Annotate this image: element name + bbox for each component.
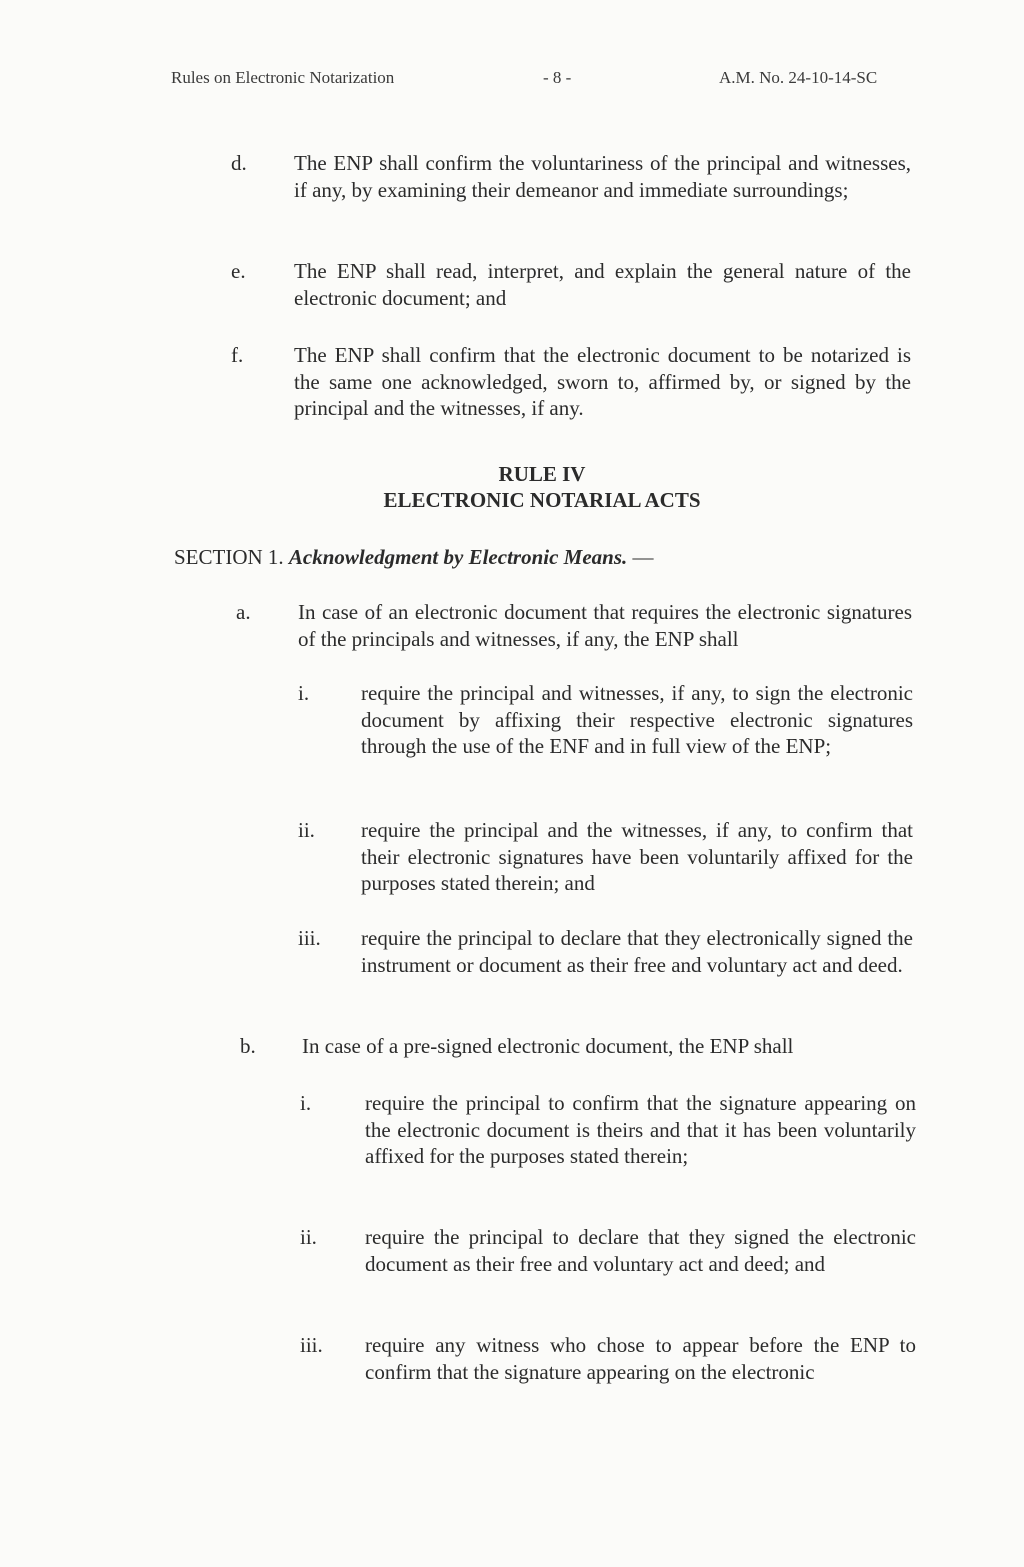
item-marker: e. <box>231 259 246 283</box>
subitem-b-iii <box>300 1332 916 1386</box>
item-text: The ENP shall confirm that the electronic document to be notarized is the same one acknowledged, sworn to, affirmed by, or signed by the principal and the witnesses, if any. <box>294 343 911 420</box>
header-page-number: - 8 - <box>543 68 572 87</box>
list-item-b <box>240 1033 920 1061</box>
list-item-f <box>231 342 911 422</box>
list-item-e <box>231 258 911 312</box>
section-dash: — <box>632 545 654 569</box>
page-header <box>0 68 1024 92</box>
subitem-b-ii <box>300 1224 916 1304</box>
subitem-marker: iii. <box>298 926 321 950</box>
item-marker: a. <box>236 600 251 624</box>
subitem-text: require the principal and witnesses, if any, to sign the electronic document by affixing their respective electronic signatures through the use of the ENF and in full view of the ENP; <box>361 681 913 758</box>
subitem-a-ii <box>298 817 913 897</box>
section-label: SECTION 1. <box>174 545 284 569</box>
subitem-a-iii <box>298 925 913 1005</box>
item-text: In case of a pre-signed electronic document, the ENP shall <box>302 1034 794 1058</box>
item-marker: d. <box>231 151 247 175</box>
header-case-number: A.M. No. 24-10-14-SC <box>719 68 878 87</box>
item-text: The ENP shall confirm the voluntariness of the principal and witnesses, if any, by examining their demeanor and immediate surroundings; <box>294 151 911 202</box>
subitem-marker: ii. <box>300 1225 317 1249</box>
subitem-marker: i. <box>298 681 310 705</box>
list-item-a <box>236 599 912 653</box>
subitem-a-i <box>298 680 913 786</box>
header-document-title: Rules on Electronic Notarization <box>171 68 395 87</box>
section-title: Acknowledgment by Electronic Means. <box>288 545 628 569</box>
subitem-text: require the principal to declare that they electronically signed the instrument or document as their free and voluntary act and deed. <box>361 926 913 977</box>
subitem-marker: iii. <box>300 1333 323 1357</box>
section-heading <box>174 543 654 571</box>
subitem-marker: i. <box>300 1091 312 1115</box>
rule-title: ELECTRONIC NOTARIAL ACTS <box>383 488 701 512</box>
rule-number: RULE IV <box>498 462 586 486</box>
subitem-text: require the principal to declare that they signed the electronic document as their free and voluntary act and deed; and <box>365 1225 916 1276</box>
subitem-text: require the principal and the witnesses, if any, to confirm that their electronic signatures have been voluntarily affixed for the purposes stated therein; and <box>361 818 913 895</box>
item-marker: f. <box>231 343 244 367</box>
item-marker: b. <box>240 1034 256 1058</box>
item-text: In case of an electronic document that requires the electronic signatures of the principals and witnesses, if any, the ENP shall <box>298 600 912 651</box>
subitem-text: require the principal to confirm that the signature appearing on the electronic document is theirs and that it has been voluntarily affixed for the purposes stated therein; <box>365 1091 916 1168</box>
subitem-text: require any witness who chose to appear before the ENP to confirm that the signature appearing on the electronic <box>365 1333 916 1384</box>
list-item-d <box>231 150 911 230</box>
item-text: The ENP shall read, interpret, and explain the general nature of the electronic document; and <box>294 259 911 310</box>
subitem-b-i <box>300 1090 916 1196</box>
subitem-marker: ii. <box>298 818 315 842</box>
